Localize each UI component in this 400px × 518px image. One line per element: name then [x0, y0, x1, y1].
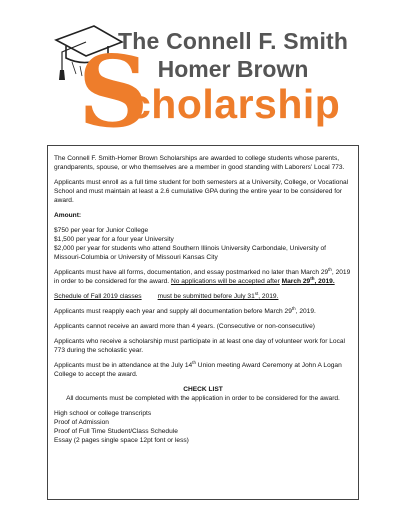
- deadline-text-b: , 2019 in order to be considered for the award.: [54, 269, 351, 285]
- enrollment-paragraph: Applicants must enroll as a full time student for both semesters at a University, College, or Vocational School and must maintain at least a 2.6 cumulative GPA during the entire year to be considered for award.: [54, 179, 349, 204]
- attend-text-b: Union meeting Award Ceremony at John A Logan College to accept the award.: [54, 362, 342, 378]
- amount-junior-college: $750 per year for Junior College: [54, 227, 149, 234]
- deadline-date-sup: th: [310, 275, 315, 281]
- checklist-item: Essay (2 pages single space 12pt font or less): [54, 437, 189, 444]
- deadline-text-a: Applicants must have all forms, documentation, and essay postmarked no later than March 29: [54, 269, 329, 276]
- intro-paragraph: The Connell F. Smith-Homer Brown Scholarships are awarded to college students whose parents, grandparents, spouse, or who themselves are a member in good standing with Laborers’ Local 773.: [54, 155, 345, 171]
- checklist: [54, 409, 352, 445]
- deadline-date-text: March 29: [281, 278, 311, 285]
- reapply-text-a: Applicants must reapply each year and supply all documentation before March 29: [54, 308, 292, 315]
- deadline-date-year: , 2019.: [314, 278, 335, 285]
- reapply-paragraph: [54, 307, 352, 316]
- schedule-text-a: Schedule of Fall 2019 classes: [54, 293, 142, 300]
- deadline-date: [281, 275, 335, 285]
- scholarship-initial: S: [78, 35, 149, 150]
- header: [0, 0, 400, 150]
- checklist-item: Proof of Admission: [54, 419, 109, 426]
- title-line-1: The Connell F. Smith: [118, 28, 349, 54]
- checklist-item: Proof of Full Time Student/Class Schedule: [54, 428, 178, 435]
- amount-list: [54, 226, 352, 262]
- schedule-text-b: must be submitted before July 31: [157, 293, 255, 300]
- scholarship-word: cholarship: [128, 81, 341, 127]
- amount-university: $1,500 per year for a four year University: [54, 236, 174, 243]
- deadline-sup: th: [328, 266, 332, 272]
- title-line-2: Homer Brown: [157, 56, 309, 82]
- deadline-paragraph: [54, 268, 352, 286]
- schedule-text-c: , 2019.: [258, 293, 279, 300]
- attend-sup: th: [192, 359, 196, 365]
- deadline-underlined: No applications will be accepted after: [170, 278, 280, 285]
- volunteer-paragraph: Applicants who receive a scholarship must participate in at least one day of volunteer work for Local 773 during the scholastic year.: [54, 338, 346, 354]
- attend-text-a: Applicants must be in attendance at the July 14: [54, 362, 193, 369]
- scholarship-details: [47, 145, 359, 500]
- amount-heading: Amount:: [54, 212, 82, 219]
- schedule-sup: st: [254, 290, 259, 296]
- amount-siu-mizzou: $2,000 per year for students who attend Southern Illinois University Carbondale, University of Missouri-Columbia or University of Missouri Kansas City: [54, 245, 326, 261]
- reapply-text-b: , 2019.: [295, 308, 316, 315]
- checklist-heading: CHECK LIST: [183, 386, 223, 393]
- checklist-item: High school or college transcripts: [54, 410, 152, 417]
- reapply-sup: th: [291, 305, 296, 311]
- schedule-paragraph: [54, 292, 352, 301]
- attendance-paragraph: [54, 361, 352, 379]
- checklist-note: All documents must be completed with the application in order to be considered for the award.: [66, 395, 340, 402]
- max-awards-paragraph: Applicants cannot receive an award more than 4 years. (Consecutive or non-consecutive): [54, 323, 315, 330]
